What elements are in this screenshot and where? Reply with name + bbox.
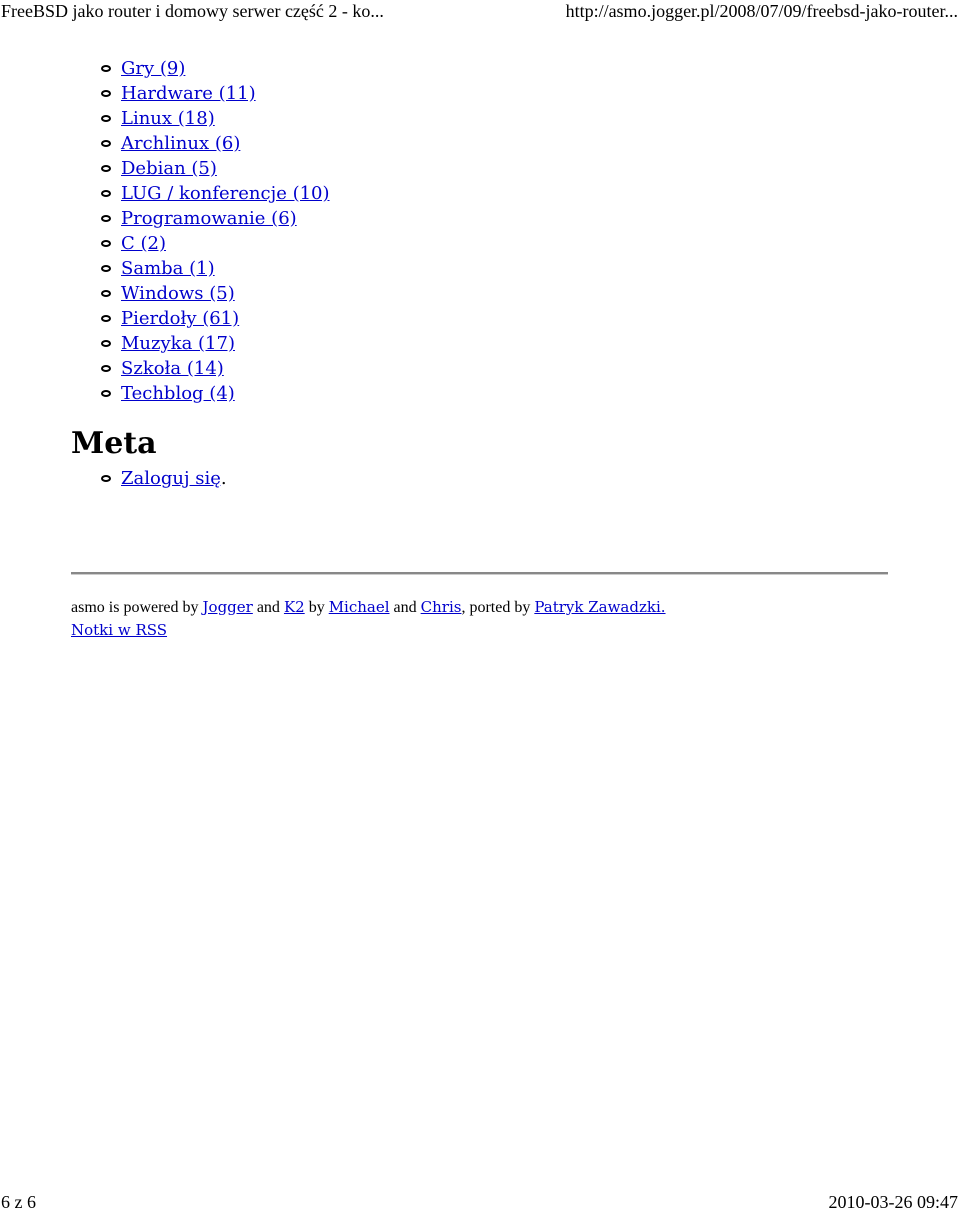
footer-divider: [71, 572, 888, 575]
bullet-icon: [101, 340, 111, 347]
bullet-icon: [101, 140, 111, 147]
footer-text: , ported by: [461, 599, 535, 616]
print-header: [0, 0, 960, 24]
category-link-c[interactable]: C (2): [121, 233, 166, 254]
login-link[interactable]: Zaloguj się: [121, 468, 221, 489]
print-datetime: 2010-03-26 09:47: [828, 1192, 958, 1212]
category-item: [121, 206, 891, 231]
category-item: [121, 106, 891, 131]
category-item: [121, 331, 891, 356]
category-item: [121, 56, 891, 81]
category-item: [121, 306, 891, 331]
powered-by-line: [71, 596, 931, 619]
bullet-icon: [101, 90, 111, 97]
category-item: [121, 81, 891, 106]
category-item: [121, 356, 891, 381]
category-item: [121, 381, 891, 406]
bullet-icon: [101, 290, 111, 297]
category-list: [71, 56, 891, 406]
bullet-icon: [101, 190, 111, 197]
patryk-link[interactable]: Patryk Zawadzki.: [534, 598, 666, 616]
login-suffix: .: [220, 468, 227, 489]
bullet-icon: [101, 365, 111, 372]
category-link-samba[interactable]: Samba (1): [121, 258, 215, 279]
jogger-link[interactable]: Jogger: [202, 598, 253, 616]
category-item: [121, 256, 891, 281]
bullet-icon: [101, 115, 111, 122]
category-link-gry[interactable]: Gry (9): [121, 58, 186, 79]
print-page-title: FreeBSD jako router i domowy serwer część 2 - ko...: [1, 1, 384, 21]
category-link-archlinux[interactable]: Archlinux (6): [121, 133, 241, 154]
footer-text: by: [304, 599, 329, 616]
site-footer: [71, 596, 931, 642]
footer-text: asmo is powered by: [71, 599, 203, 616]
meta-heading: Meta: [71, 426, 157, 461]
category-link-szkola[interactable]: Szkoła (14): [121, 358, 224, 379]
category-item: [121, 156, 891, 181]
meta-list: [71, 466, 891, 491]
category-item: [121, 281, 891, 306]
rss-line: [71, 619, 931, 642]
category-link-muzyka[interactable]: Muzyka (17): [121, 333, 235, 354]
bullet-icon: [101, 65, 111, 72]
sidebar-content: [71, 56, 891, 491]
bullet-icon: [101, 215, 111, 222]
bullet-icon: [101, 475, 111, 482]
category-link-debian[interactable]: Debian (5): [121, 158, 217, 179]
category-item: [121, 131, 891, 156]
category-link-lug[interactable]: LUG / konferencje (10): [121, 183, 330, 204]
category-link-pierdoly[interactable]: Pierdoły (61): [121, 308, 240, 329]
footer-text: and: [252, 599, 284, 616]
meta-item: [121, 466, 891, 491]
category-item: [121, 231, 891, 256]
category-link-programowanie[interactable]: Programowanie (6): [121, 208, 297, 229]
rss-link[interactable]: Notki w RSS: [71, 621, 168, 639]
print-footer: [0, 1192, 960, 1212]
category-link-hardware[interactable]: Hardware (11): [121, 83, 256, 104]
print-page-url: http://asmo.jogger.pl/2008/07/09/freebsd-jako-router...: [565, 1, 958, 21]
category-link-linux[interactable]: Linux (18): [121, 108, 215, 129]
footer-text: and: [389, 599, 421, 616]
category-link-techblog[interactable]: Techblog (4): [121, 383, 235, 404]
category-item: [121, 181, 891, 206]
bullet-icon: [101, 390, 111, 397]
bullet-icon: [101, 265, 111, 272]
bullet-icon: [101, 240, 111, 247]
bullet-icon: [101, 165, 111, 172]
bullet-icon: [101, 315, 111, 322]
k2-link[interactable]: K2: [283, 598, 305, 616]
category-link-windows[interactable]: Windows (5): [121, 283, 235, 304]
michael-link[interactable]: Michael: [328, 598, 390, 616]
page-number: 6 z 6: [1, 1192, 36, 1212]
chris-link[interactable]: Chris: [420, 598, 462, 616]
